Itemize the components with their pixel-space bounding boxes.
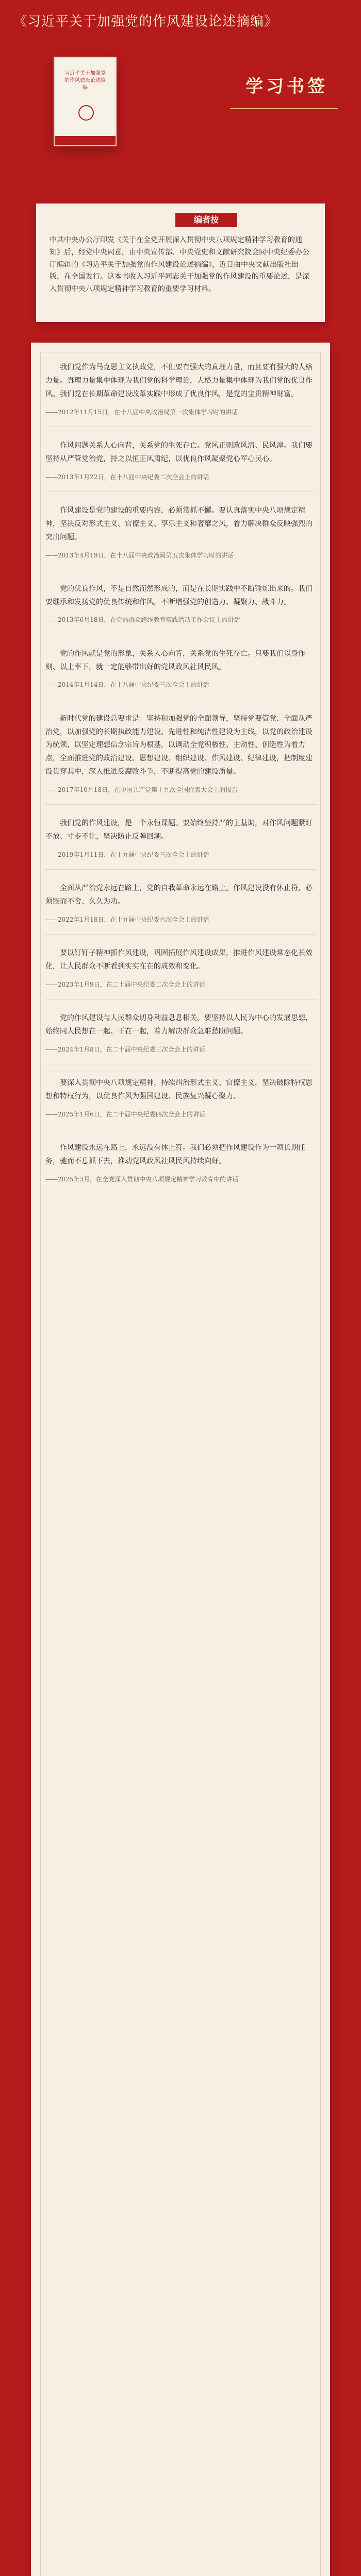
book-cover-title: 习近平关于加强党的作风建设论述摘编 (64, 71, 106, 91)
badge-underline (230, 108, 338, 109)
quote-source: ——2025年1月6日，在二十届中央纪委四次全会上的讲话 (45, 1110, 205, 1118)
quote-section (45, 427, 316, 492)
editor-note-text: 中共中央办公厅印发《关于在全党开展深入贯彻中央八项规定精神学习教育的通知》后，经党中央同意，由中央宣传部、中央党史和文献研究院会同中央纪委办公厅编辑的《习近平关于加强党的作风建设论述摘编》，近日由中央文献出版社出版，在全国发行。这本书收入习近平同志关于加强党的作风建设的重要论述，是深入贯彻中央八项规定精神学习教育的重要学习材料。 (50, 236, 309, 294)
quote-source: ——2024年1月8日，在二十届中央纪委三次全会上的讲话 (45, 1045, 205, 1053)
quote-text: 党的作风建设与人民群众切身利益息息相关。要坚持以人民为中心的发展思想，始终同人民想在一起、干在一起，着力解决群众急难愁盼问题。 (45, 1014, 313, 1036)
editor-note-card (36, 204, 325, 322)
quote-text: 党的作风就是党的形象，关系人心向背，关系党的生死存亡。只要我们以身作则、以上率下，就一定能够带出好的党风政风社风民风。 (45, 649, 305, 671)
quote-section (45, 935, 316, 999)
quote-section (45, 999, 316, 1064)
book-band (55, 136, 116, 145)
quote-text: 作风建设是党的建设的重要内容，必须常抓不懈。要认真落实中央八项规定精神，坚决反对形式主义、官僚主义、享乐主义和奢靡之风，着力解决群众反映强烈的突出问题。 (45, 506, 313, 541)
book-cover (54, 57, 117, 146)
top-title: 《习近平关于加强党的作风建设论述摘编》 (13, 14, 278, 29)
quote-text: 全面从严治党永远在路上，党的自我革命永远在路上。作风建设没有休止符，必须锲而不舍、久久为功。 (45, 884, 313, 906)
quote-source: ——2013年1月22日，在十八届中央纪委二次全会上的讲话 (45, 473, 209, 481)
quote-source: ——2013年4月19日，在十八届中央政治局第五次集体学习时的讲话 (45, 551, 234, 559)
main-content (31, 343, 330, 2576)
quote-text: 我们党的作风建设，是一个永恒课题。要始终坚持严的主基调，对作风问题紧盯不放、寸步不让，坚决防止反弹回潮。 (45, 819, 313, 841)
quote-text: 我们党作为马克思主义执政党，不但要有强大的真理力量，而且要有强大的人格力量。真理力量集中体现为我们党的科学理论，人格力量集中体现为我们党的优良作风。我们党在长期革命建设改革实践中形成了优良作风，是党的宝贵精神财富。 (45, 363, 313, 398)
quote-section (45, 492, 316, 570)
quote-section (45, 570, 316, 635)
quote-text: 作风问题关系人心向背，关系党的生死存亡。党风正则政风清、民风淳。我们要坚持从严管党治党，持之以恒正风肃纪，以优良作风凝聚党心军心民心。 (45, 441, 313, 463)
quote-source: ——2019年1月11日，在十九届中央纪委三次全会上的讲话 (45, 851, 209, 859)
quote-source: ——2017年10月18日，在中国共产党第十九次全国代表大会上的报告 (45, 786, 238, 794)
quote-section (45, 870, 316, 935)
quote-text: 新时代党的建设总要求是：坚持和加强党的全面领导，坚持党要管党、全面从严治党，以加强党的长期执政能力建设、先进性和纯洁性建设为主线，以党的政治建设为统领，以坚定理想信念宗旨为根基，以调动全党积极性、主动性、创造性为着力点，全面推进党的政治建设、思想建设、组织建设、作风建设、纪律建设，把制度建设贯穿其中，深入推进反腐败斗争，不断提高党的建设质量。 (45, 714, 313, 776)
quote-section (45, 805, 316, 870)
quote-source: ——2022年1月18日，在十九届中央纪委六次全会上的讲话 (45, 916, 209, 924)
quote-source: ——2013年6月18日，在党的群众路线教育实践活动工作会议上的讲话 (45, 616, 240, 624)
study-bookmark-badge: 学习书签 (245, 76, 328, 97)
quote-section (45, 700, 316, 805)
quote-text: 党的优良作风，不是自然而然形成的，而是在长期实践中不断锤炼出来的。我们要继承和发扬党的优良传统和作风，不断增强党的创造力、凝聚力、战斗力。 (45, 584, 313, 606)
quote-text: 作风建设永远在路上，永远没有休止符。我们必须把作风建设作为一项长期任务，驰而不息抓下去，推动党风政风社风民风持续向好。 (45, 1144, 305, 1165)
quote-text: 要深入贯彻中央八项规定精神，持续纠治形式主义、官僚主义，坚决破除特权思想和特权行为，以优良作风为强国建设、民族复兴凝心聚力。 (45, 1079, 313, 1101)
quote-source: ——2012年11月15日，在十八届中央政治局第一次集体学习时的讲话 (45, 408, 238, 416)
quote-section (45, 343, 316, 427)
quote-source: ——2014年1月14日，在十八届中央纪委三次全会上的讲话 (45, 681, 209, 689)
quote-section (45, 1064, 316, 1129)
quote-source: ——2025年3月，在全党深入贯彻中央八项规定精神学习教育中的讲话 (45, 1175, 239, 1183)
quote-section (45, 1129, 316, 1194)
editor-note-tag: 编者按 (175, 213, 237, 227)
header (0, 36, 361, 222)
emblem-icon (78, 105, 94, 121)
quote-source: ——2023年1月9日，在二十届中央纪委二次全会上的讲话 (45, 980, 205, 988)
quote-section (45, 635, 316, 700)
quote-text: 要以钉钉子精神抓作风建设，巩固拓展作风建设成果，推进作风建设常态化长效化，让人民群众不断看到实实在在的成效和变化。 (45, 949, 313, 971)
